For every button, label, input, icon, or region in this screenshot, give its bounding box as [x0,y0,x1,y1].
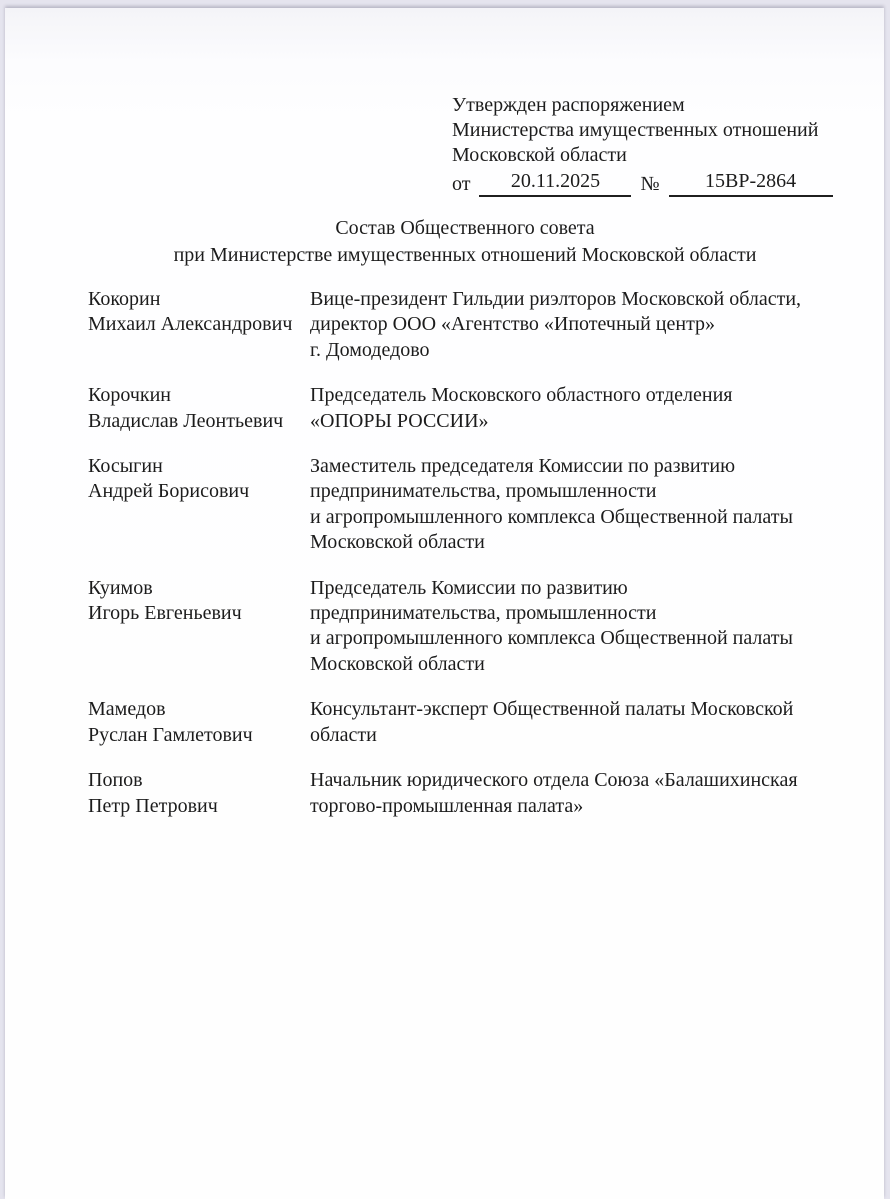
member-name-line: Андрей Борисович [88,480,250,503]
member-position-line: Вице-президент Гильдии риэлторов Московской области, [310,288,802,310]
member-position [310,287,842,363]
member-position-line: Московской области [310,652,485,675]
document-title [88,215,842,268]
member-name-line: Игорь Евгеньевич [88,602,242,625]
approval-line: Московской области [452,144,627,166]
member-position-line: и агропромышленного комплекса Общественной палаты [310,627,793,650]
member-position-line: Заместитель председателя Комиссии по развитию [310,455,736,478]
member-name-line: Владислав Леонтьевич [88,409,284,432]
member-name-line: Кокорин [88,288,161,310]
member-name-line: Косыгин [88,455,163,478]
member-name-line: Петр Петрович [88,794,218,817]
members-list [88,287,842,819]
number-prefix: № [640,173,660,195]
document-content [5,8,884,819]
member-name-line: Корочкин [88,384,172,407]
approval-line: Министерства имущественных отношений [452,119,819,141]
member-position-line: и агропромышленного комплекса Общественной палаты [310,505,793,528]
member-position-line: Консультант-эксперт Общественной палаты Московской [310,698,794,721]
member-name-line: Попов [88,769,143,792]
member-row [88,768,842,819]
member-position-line: предпринимательства, промышленности [310,602,657,625]
member-name-line: Куимов [88,576,153,599]
member-position-line: директор ООО «Агентство «Ипотечный центр» [310,313,716,336]
member-position-line: г. Домодедово [310,338,430,361]
member-row [88,454,842,556]
approval-date-line [452,169,842,197]
member-name [88,383,310,434]
member-position-line: предпринимательства, промышленности [310,480,657,503]
member-position-line: Председатель Комиссии по развитию [310,576,628,599]
document-page [5,8,884,1199]
member-name [88,287,310,363]
member-position [310,697,842,748]
number-value: 15ВР-2864 [669,169,833,197]
member-name-line: Мамедов [88,698,166,721]
member-position [310,768,842,819]
document-title-line: Состав Общественного совета [335,217,595,239]
approval-block [452,93,842,197]
member-position-line: Московской области [310,531,485,554]
member-name [88,768,310,819]
member-row [88,697,842,748]
member-row [88,576,842,678]
document-title-line: при Министерстве имущественных отношений Московской области [173,243,757,266]
member-name-line: Руслан Гамлетович [88,723,253,746]
member-name-line: Михаил Александрович [88,313,293,336]
member-position-line: области [310,723,377,746]
member-position [310,454,842,556]
member-position-line: Начальник юридического отдела Союза «Балашихинская [310,769,798,792]
member-position [310,576,842,678]
date-value: 20.11.2025 [479,169,631,197]
member-name [88,576,310,678]
member-name [88,697,310,748]
member-row [88,383,842,434]
member-position [310,383,842,434]
date-prefix: от [452,173,471,195]
member-row [88,287,842,363]
member-name [88,454,310,556]
member-position-line: «ОПОРЫ РОССИИ» [310,409,489,432]
member-position-line: торгово-промышленная палата» [310,794,584,817]
approval-line: Утвержден распоряжением [452,94,685,116]
member-position-line: Председатель Московского областного отделения [310,384,733,407]
